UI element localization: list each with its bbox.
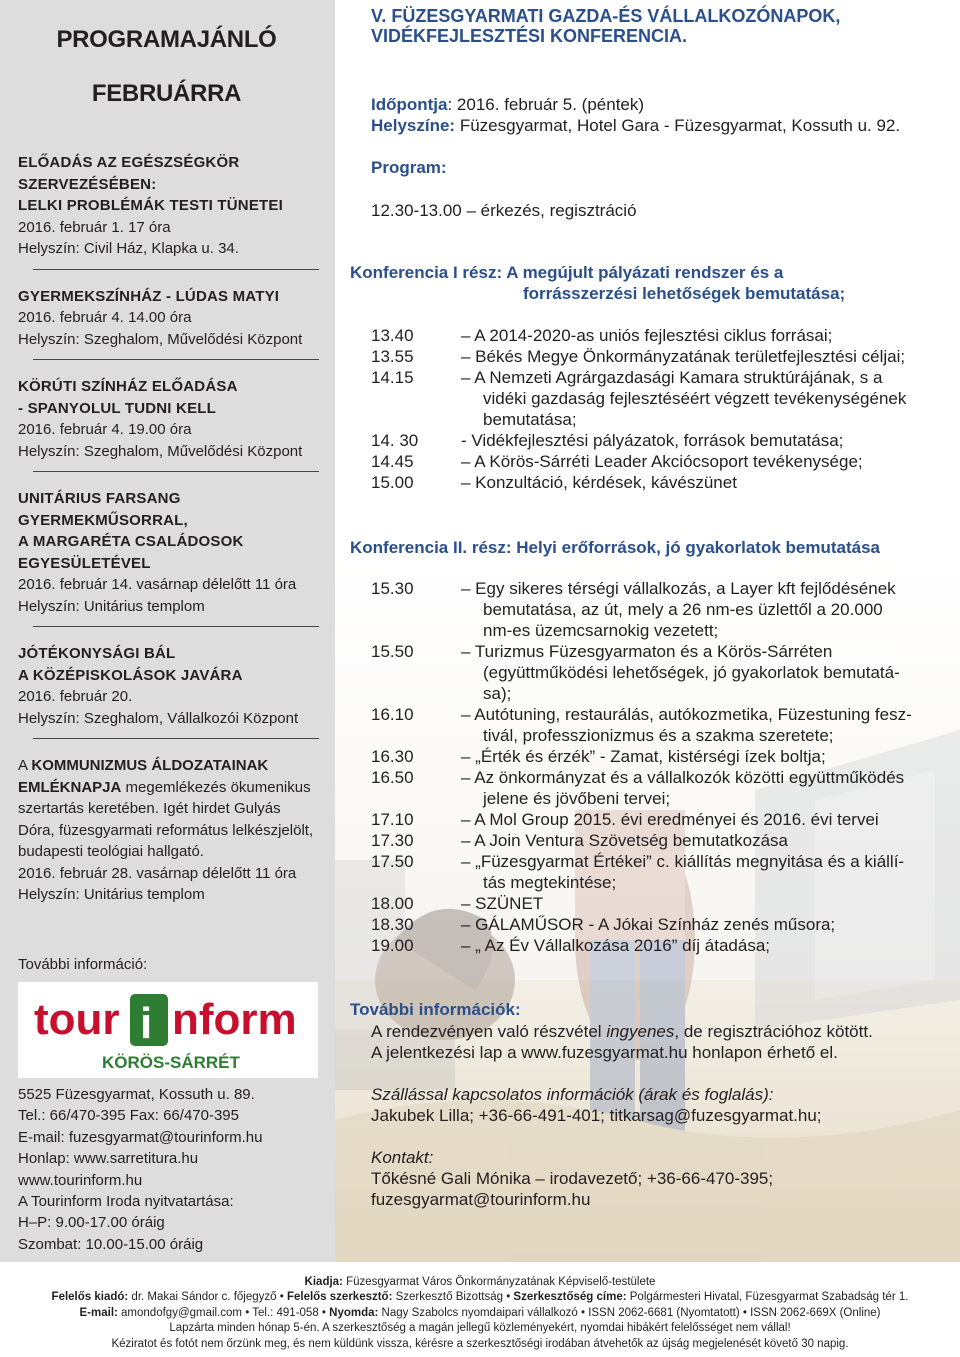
schedule-desc: bemutatása, az út, mely a 26 nm-es üzlettől a 20.000 [483, 600, 883, 619]
sidebar-title: PROGRAMAJÁNLÓ [56, 26, 277, 53]
tourinform-contact [18, 1084, 262, 1255]
schedule-desc: – A Join Ventura Szövetség bemutatkozása [461, 831, 788, 850]
conference-title [371, 6, 840, 46]
schedule-time: 16.10 [371, 705, 414, 724]
colophon-key: Kiadja: [304, 1276, 343, 1288]
schedule-desc: jelene és jövőbeni tervei; [483, 789, 671, 808]
colophon-line [0, 1290, 960, 1305]
schedule-row [371, 430, 951, 451]
event-text: szertartás keretében. Igét hirdet Gulyás [18, 800, 281, 817]
schedule-row [371, 914, 951, 935]
contact-email: fuzesgyarmat@tourinform.hu [371, 1190, 591, 1209]
schedule-row [371, 388, 951, 409]
part1-heading-cont: forrásszerzési lehetőségek bemutatása; [523, 284, 846, 303]
contact-line: A Tourinform Iroda nyitvatartása: [18, 1193, 234, 1211]
venue-value: Füzesgyarmat, Hotel Gara - Füzesgyarmat, Kossuth u. 92. [455, 116, 901, 135]
schedule-row [371, 788, 951, 809]
event-date: 2016. február 28. vasárnap délelőtt 11 óra [18, 864, 297, 882]
schedule-time: 14.15 [371, 368, 414, 387]
schedule-row [371, 451, 951, 472]
event-text: Dóra, füzesgyarmati református lelkészjelölt, [18, 821, 314, 839]
schedule-row [371, 662, 951, 683]
event-heading: A KÖZÉPISKOLÁSOK JAVÁRA [18, 666, 243, 684]
schedule-desc: – Békés Megye Önkormányzatának területfejlesztési céljai; [461, 347, 906, 366]
schedule-row [371, 367, 951, 388]
event-heading: KÖRÚTI SZÍNHÁZ ELŐADÁSA [18, 378, 238, 395]
schedule-time [371, 872, 461, 893]
divider [33, 626, 319, 627]
event-date: 2016. február 4. 14.00 óra [18, 309, 192, 326]
event-place: Helyszín: Unitárius templom [18, 886, 205, 903]
date-value: : 2016. február 5. (péntek) [447, 95, 645, 114]
schedule-row [371, 809, 951, 830]
schedule-desc: sa); [483, 684, 512, 703]
schedule-row [371, 725, 951, 746]
event-1 [18, 152, 315, 260]
schedule-desc: tás megtekintése; [483, 873, 617, 892]
event-heading: LELKI PROBLÉMÁK TESTI TÜNETEI [18, 197, 283, 214]
event-text: megemlékezés ökumenikus [121, 778, 311, 796]
event-4 [18, 488, 315, 617]
schedule-time: 14.45 [371, 452, 414, 471]
arrival-line: 12.30-13.00 – érkezés, regisztráció [371, 201, 637, 220]
schedule-row [371, 767, 951, 788]
event-venue-line [371, 115, 900, 136]
schedule-time: 15.50 [371, 642, 414, 661]
schedule-row [371, 851, 951, 872]
schedule-row [371, 935, 951, 956]
schedule-desc: – SZÜNET [461, 894, 544, 913]
event-heading: GYERMEKMŰSORRAL, [18, 511, 188, 529]
schedule-time: 17.50 [371, 852, 414, 871]
event-3 [18, 376, 315, 462]
colophon-value: amondofgy@gmail.com • Tel.: 491-058 • [117, 1306, 330, 1319]
schedule-desc: – „Füzesgyarmat Értékei” c. kiállítás megnyitása és a kiállí- [461, 852, 905, 871]
event-heading: ELŐADÁS AZ EGÉSZSÉGKÖR [18, 154, 240, 171]
schedule-row [371, 830, 951, 851]
more-info-text: A rendezvényen való részvétel [371, 1022, 607, 1041]
colophon-line: Lapzárta minden hónap 5-én. A szerkesztőség a magán jellegű közleményekért, nyomdai hibákért felelősséget nem vállal! [169, 1322, 791, 1335]
schedule-row [371, 472, 951, 493]
schedule-desc: – A Mol Group 2015. évi eredményei és 2016. évi tervei [461, 810, 879, 829]
colophon-key: Nyomda: [329, 1306, 379, 1319]
contact-line: Szombat: 10.00-15.00 óráig [18, 1235, 204, 1253]
divider [33, 269, 319, 270]
date-label: Időpontja [371, 95, 448, 114]
schedule-desc: – A Nemzeti Agrárgazdasági Kamara struktúrájának, s a [461, 368, 883, 387]
schedule-time [371, 683, 461, 704]
schedule-desc: – Autótuning, restaurálás, autókozmetika, Füzestuning fesz- [461, 705, 912, 724]
colophon-key: Felelős kiadó: [51, 1291, 129, 1304]
colophon [0, 1275, 960, 1352]
schedule-row [371, 683, 951, 704]
colophon-key: E-mail: [79, 1306, 118, 1319]
divider [33, 359, 319, 360]
event-place: Helyszín: Szeghalom, Vállalkozói Központ [18, 709, 299, 727]
schedule-time: 17.30 [371, 831, 414, 850]
schedule-time [371, 725, 461, 746]
contact-line: 5525 Füzesgyarmat, Kossuth u. 89. [18, 1086, 255, 1103]
contact-line: Tel.: 66/470-395 Fax: 66/470-395 [18, 1107, 239, 1125]
colophon-value: Füzesgyarmat Város Önkormányzatának Képviselő-testülete [342, 1276, 656, 1288]
contact-line: H–P: 9.00-17.00 óráig [18, 1214, 165, 1232]
logo-text-nform: nform [172, 995, 297, 1044]
schedule-time [371, 662, 461, 683]
schedule-desc: – Turizmus Füzesgyarmaton és a Körös-Sárréten [461, 642, 833, 661]
schedule-time [371, 409, 461, 430]
lodging-contact: Jakubek Lilla; +36-66-491-401; titkarsag@fuzesgyarmat.hu; [371, 1106, 822, 1125]
conference-title-line1: V. FÜZESGYARMATI GAZDA-ÉS VÁLLALKOZÓNAPOK, [371, 6, 841, 26]
venue-label: Helyszíne: [371, 116, 456, 135]
more-info-line: A jelentkezési lap a www.fuzesgyarmat.hu honlapon érhető el. [371, 1043, 838, 1062]
event-heading: GYERMEKSZÍNHÁZ - LÚDAS MATYI [18, 287, 280, 305]
schedule-desc: – Konzultáció, kérdések, kávészünet [461, 473, 737, 492]
schedule-time [371, 599, 461, 620]
event-text: budapesti teológiai hallgató. [18, 843, 204, 860]
schedule-desc: tivál, professzionizmus és a szakma szeretete; [483, 726, 834, 745]
schedule-time: 14. 30 [371, 431, 419, 450]
event-date: 2016. február 14. vasárnap délelőtt 11 óra [18, 576, 297, 593]
schedule-desc: – A Körös-Sárréti Leader Akciócsoport tevékenysége; [461, 452, 863, 471]
event-heading: - SPANYOLUL TUDNI KELL [18, 399, 217, 417]
event-2 [18, 286, 315, 351]
event-date-line [371, 94, 644, 115]
contact-email: E-mail: fuzesgyarmat@tourinform.hu [18, 1128, 263, 1146]
event-heading: EMLÉKNAPJA [18, 778, 122, 796]
event-heading: UNITÁRIUS FARSANG [18, 490, 181, 507]
schedule-desc: – „Érték és érzék” - Zamat, kistérségi ízek boltja; [461, 747, 826, 766]
info-label: További információ: [18, 956, 148, 973]
schedule-desc: – GÁLAMŰSOR - A Jókai Színház zenés műsora; [461, 915, 836, 934]
logo-i-letter: i [140, 999, 153, 1048]
schedule-time: 19.00 [371, 936, 414, 955]
divider [33, 471, 319, 472]
schedule-row [371, 346, 951, 367]
contact-website: Honlap: www.sarretitura.hu [18, 1150, 199, 1168]
colophon-value: Szerkesztő Bizottság • [392, 1291, 514, 1304]
part1-schedule [371, 325, 951, 493]
colophon-line [0, 1275, 960, 1290]
contact-label: Kontakt: [371, 1148, 434, 1167]
schedule-time: 18.00 [371, 894, 414, 913]
event-5 [18, 643, 315, 729]
event-date: 2016. február 4. 19.00 óra [18, 421, 192, 438]
schedule-row [371, 409, 951, 430]
schedule-row [371, 872, 951, 893]
colophon-key: Szerkesztőség címe: [513, 1291, 627, 1304]
program-label: Program: [371, 158, 447, 177]
schedule-time: 15.30 [371, 579, 414, 598]
schedule-row [371, 746, 951, 767]
event-heading: JÓTÉKONYSÁGI BÁL [18, 645, 176, 662]
event-date: 2016. február 1. 17 óra [18, 218, 171, 236]
conference-title-line2: VIDÉKFEJLESZTÉSI KONFERENCIA. [371, 26, 688, 46]
event-place: Helyszín: Szeghalom, Művelődési Központ [18, 442, 303, 460]
schedule-row [371, 893, 951, 914]
schedule-desc: – A 2014-2020-as uniós fejlesztési ciklus forrásai; [461, 326, 833, 345]
logo-subtitle: KÖRÖS-SÁRRÉT [102, 1053, 240, 1072]
schedule-desc: – Egy sikeres térségi vállalkozás, a Layer kft fejlődésének [461, 579, 896, 598]
schedule-desc: - Vidékfejlesztési pályázatok, források bemutatása; [461, 431, 844, 450]
schedule-time [371, 620, 461, 641]
tourinform-logo [18, 982, 318, 1078]
schedule-row [371, 704, 951, 725]
more-info-emphasis: ingyenes [606, 1022, 675, 1041]
event-heading: A MARGARÉTA CSALÁDOSOK [18, 533, 244, 550]
event-heading: SZERVEZÉSÉBEN: [18, 175, 157, 193]
part2-schedule [371, 578, 951, 956]
event-6 [18, 755, 315, 906]
schedule-time: 15.00 [371, 473, 414, 492]
part2-heading: Konferencia II. rész: Helyi erőforrások, jó gyakorlatok bemutatása [350, 538, 881, 557]
contact-person: Tőkésné Gali Mónika – irodavezető; +36-66-470-395; [371, 1169, 774, 1188]
schedule-time [371, 388, 461, 409]
schedule-time: 13.40 [371, 326, 414, 345]
divider [33, 738, 319, 739]
schedule-row [371, 641, 951, 662]
event-text: A [18, 757, 32, 774]
schedule-row [371, 620, 951, 641]
event-place: Helyszín: Civil Ház, Klapka u. 34. [18, 240, 239, 257]
schedule-desc: (együttműködési lehetőségek, jó gyakorlatok bemutatá- [483, 663, 900, 682]
colophon-line: Kéziratot és fotót nem őrzünk meg, és nem küldünk vissza, kérésre a szerkesztőségi irodában átvehetők az újság megjelenését követő 30 napig. [111, 1337, 849, 1350]
schedule-time: 16.30 [371, 747, 414, 766]
colophon-value: dr. Makai Sándor c. főjegyző • [128, 1291, 287, 1304]
schedule-desc: nm-es üzemcsarnokig vezetett; [483, 621, 719, 640]
schedule-row [371, 325, 951, 346]
schedule-time: 13.55 [371, 347, 414, 366]
schedule-desc: – „ Az Év Vállalkozása 2016” díj átadása; [461, 936, 771, 955]
sidebar-subtitle: FEBRUÁRRA [91, 80, 242, 107]
colophon-value: Nagy Szabolcs nyomdaipari vállalkozó • ISSN 2062-6681 (Nyomtatott) • ISSN 2062-669X (Online) [378, 1306, 881, 1319]
event-place: Helyszín: Unitárius templom [18, 597, 205, 615]
logo-text-tour: tour [34, 995, 120, 1044]
schedule-desc: vidéki gazdaság fejlesztéséért végzett tevékenységének [483, 389, 907, 408]
schedule-time [371, 788, 461, 809]
more-info-text: , de regisztrációhoz kötött. [674, 1022, 873, 1041]
schedule-time: 17.10 [371, 810, 414, 829]
contact-website: www.tourinform.hu [18, 1171, 143, 1189]
more-info-line [371, 1021, 873, 1042]
schedule-desc: – Az önkormányzat és a vállalkozók közötti együttműködés [461, 768, 905, 787]
schedule-desc: bemutatása; [483, 410, 577, 429]
part1-heading: Konferencia I rész: A megújult pályázati rendszer és a [350, 263, 784, 282]
colophon-line [0, 1306, 960, 1321]
event-date: 2016. február 20. [18, 688, 133, 705]
schedule-time: 18.30 [371, 915, 414, 934]
event-heading: EGYESÜLETÉVEL [18, 554, 151, 572]
event-heading: KOMMUNIZMUS ÁLDOZATAINAK [31, 757, 269, 774]
event-place: Helyszín: Szeghalom, Művelődési Központ [18, 330, 303, 348]
program-sidebar [0, 0, 335, 1262]
lodging-label: Szállással kapcsolatos információk (árak és foglalás): [371, 1085, 774, 1104]
colophon-key: Felelős szerkesztő: [286, 1291, 393, 1304]
colophon-value: Polgármesteri Hivatal, Füzesgyarmat Szabadság tér 1. [626, 1291, 909, 1304]
schedule-row [371, 599, 951, 620]
more-info-heading: További információk: [350, 1000, 521, 1019]
schedule-time: 16.50 [371, 768, 414, 787]
schedule-row [371, 578, 951, 599]
